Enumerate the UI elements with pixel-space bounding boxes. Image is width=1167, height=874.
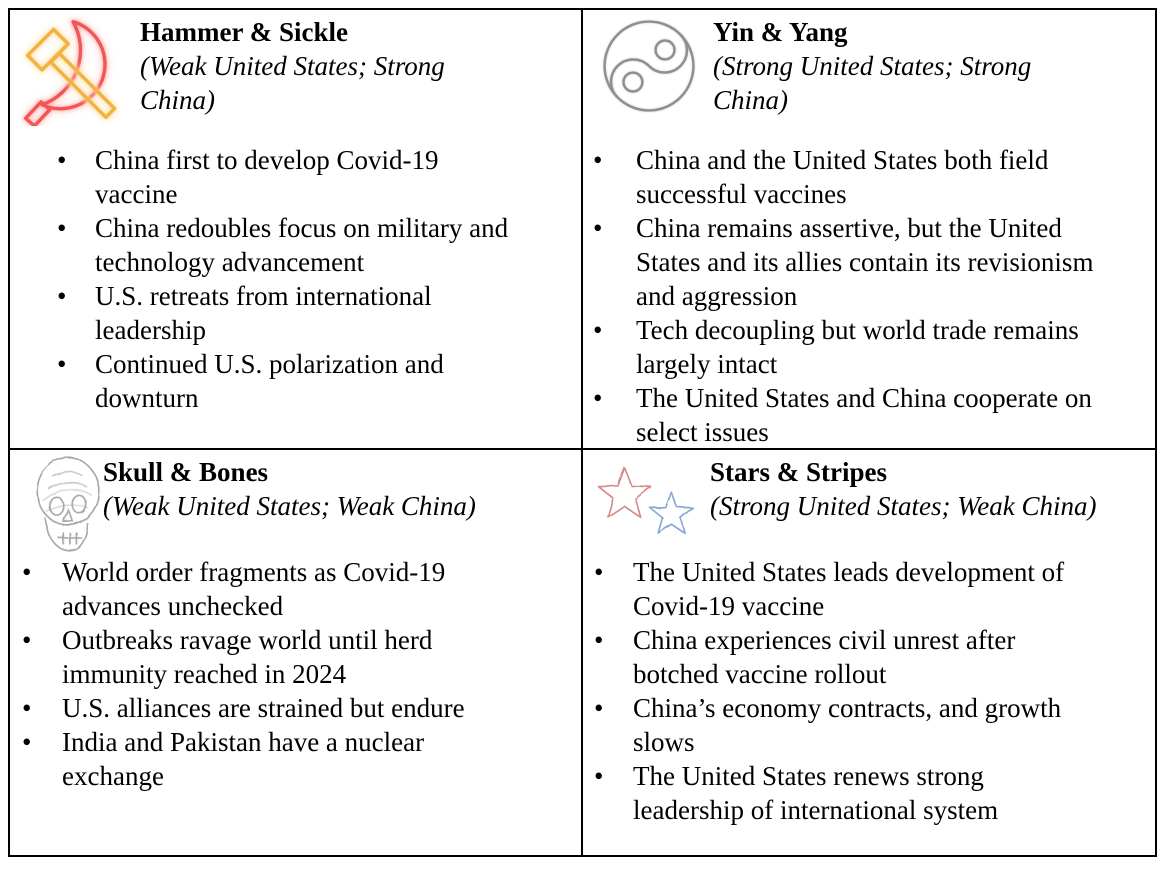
bullet-item: • India and Pakistan have a nuclear exchange — [22, 725, 512, 793]
bullet-item: • Outbreaks ravage world until herd immunity reached in 2024 — [22, 623, 512, 691]
bullet-item: • Continued U.S. polarization and downturn — [57, 347, 515, 415]
bullet-list — [10, 555, 581, 793]
hammer-and-sickle-icon — [14, 12, 132, 126]
quadrant-title: Skull & Bones — [103, 457, 269, 487]
bullet-item: • China remains assertive, but the United States and its allies contain its revisionism and aggression — [593, 211, 1126, 313]
bullet-item: • China and the United States both field successful vaccines — [593, 143, 1126, 211]
bullet-item: • China redoubles focus on military and technology advancement — [57, 211, 515, 279]
bullet-item: • The United States leads development of Covid-19 vaccine — [594, 555, 1088, 623]
quadrant-title: Yin & Yang — [713, 17, 848, 47]
bullet-item: • Tech decoupling but world trade remains largely intact — [593, 313, 1126, 381]
quadrant-yin-yang — [583, 10, 1155, 450]
bullet-list — [10, 143, 581, 415]
skull-icon — [26, 450, 110, 568]
bullet-item: • China experiences civil unrest after botched vaccine rollout — [594, 623, 1088, 691]
quadrant-stars-stripes — [583, 450, 1155, 855]
quadrant-subtitle: (Strong United States; Weak China) — [710, 491, 1097, 521]
bullet-list — [583, 143, 1155, 449]
quadrant-skull-bones — [10, 450, 583, 855]
quadrant-hammer-sickle — [10, 10, 583, 450]
two-stars-icon — [589, 462, 707, 544]
bullet-item: • The United States and China cooperate on select issues — [593, 381, 1126, 449]
quadrant-subtitle: (Strong United States; Strong China) — [713, 51, 1032, 115]
quadrant-title: Stars & Stripes — [710, 457, 887, 487]
quadrant-subtitle: (Weak United States; Weak China) — [103, 491, 476, 521]
bullet-item: • The United States renews strong leadership of international system — [594, 759, 1088, 827]
bullet-item: • China’s economy contracts, and growth slows — [594, 691, 1088, 759]
quadrant-subtitle: (Weak United States; Strong China) — [140, 51, 445, 115]
bullet-item: • China first to develop Covid-19 vaccine — [57, 143, 515, 211]
scenario-matrix — [8, 8, 1157, 857]
quadrant-title: Hammer & Sickle — [140, 17, 348, 47]
bullet-list — [583, 555, 1155, 827]
bullet-item: • U.S. alliances are strained but endure — [22, 691, 512, 725]
bullet-item: • U.S. retreats from international leadership — [57, 279, 515, 347]
bullet-item: • World order fragments as Covid-19 advances unchecked — [22, 555, 512, 623]
yin-yang-icon — [597, 14, 701, 118]
